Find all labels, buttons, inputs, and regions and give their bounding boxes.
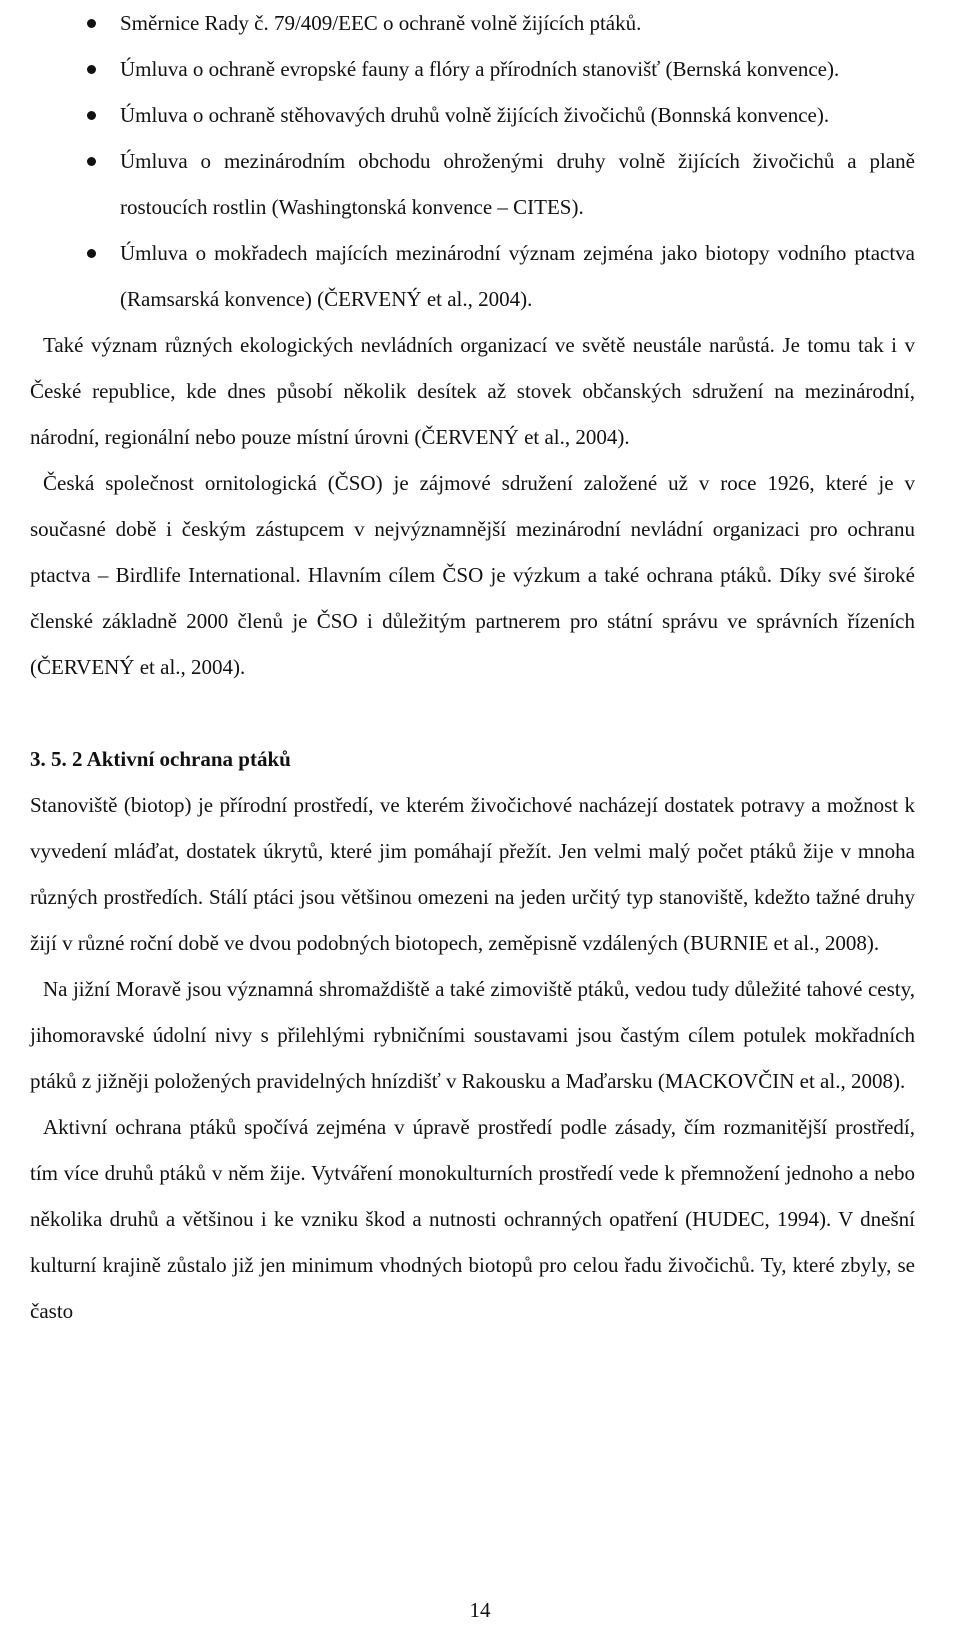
bullet-icon — [87, 249, 96, 258]
list-item: Úmluva o mokřadech majících mezinárodní význam zejména jako biotopy vodního ptactva (Ramsarská konvence) (ČERVENÝ et al., 2004). — [30, 230, 915, 322]
conventions-list — [30, 0, 915, 322]
paragraph-active-protection: Aktivní ochrana ptáků spočívá zejména v úpravě prostředí podle zásady, čím rozmanitější prostředí, tím více druhů ptáků v něm žije. Vytváření monokulturních prostředí vede k přemnožení jednoho a nebo několika druhů a většinou i ke vzniku škod a nutnosti ochranných opatření (HUDEC, 1994). V dnešní kulturní krajině zůstalo již jen minimum vhodných biotopů pro celou řadu živočichů. Ty, které zbyly, se často — [30, 1115, 915, 1323]
bullet-icon — [87, 65, 96, 74]
paragraph-ngo: Také význam různých ekologických nevládních organizací ve světě neustále narůstá. Je tomu tak i v České republice, kde dnes působí několik desítek až stovek občanských sdružení na mezinárodní, národní, regionální nebo pouze místní úrovni (ČERVENÝ et al., 2004). — [30, 333, 915, 449]
document-page — [30, 0, 915, 1334]
paragraph-habitat: Stanoviště (biotop) je přírodní prostředí, ve kterém živočichové nacházejí dostatek potravy a možnost k vyvedení mláďat, dostatek úkrytů, které jim pomáhají přežít. Jen velmi malý počet ptáků žije v mnoha různých prostředích. Stálí ptáci jsou většinou omezeni na jeden určitý typ stanoviště, kdežto tažné druhy žijí v různé roční době ve dvou podobných biotopech, zeměpisně vzdálených (BURNIE et al., 2008). — [30, 793, 915, 955]
page-number: 14 — [469, 1598, 491, 1622]
bullet-icon — [87, 19, 96, 28]
bullet-icon — [87, 111, 96, 120]
section-heading: 3. 5. 2 Aktivní ochrana ptáků — [30, 747, 291, 771]
list-item: Úmluva o ochraně stěhovavých druhů volně žijících živočichů (Bonnská konvence). — [30, 92, 915, 138]
paragraph-moravia: Na jižní Moravě jsou významná shromaždiště a také zimoviště ptáků, vedou tudy důležité tahové cesty, jihomoravské údolní nivy s přilehlými rybničními soustavami jsou častým cílem potulek mokřadních ptáků z jižněji položených pravidelných hnízdišť v Rakousku a Maďarsku (MACKOVČIN et al., 2008). — [30, 977, 915, 1093]
list-item: Úmluva o ochraně evropské fauny a flóry a přírodních stanovišť (Bernská konvence). — [30, 46, 915, 92]
paragraph-cso: Česká společnost ornitologická (ČSO) je zájmové sdružení založené už v roce 1926, které je v současné době i českým zástupcem v nejvýznamnější mezinárodní nevládní organizaci pro ochranu ptactva – Birdlife International. Hlavním cílem ČSO je výzkum a také ochrana ptáků. Díky své široké členské základně 2000 členů je ČSO i důležitým partnerem pro státní správu ve správních řízeních (ČERVENÝ et al., 2004). — [30, 471, 915, 679]
list-item: Směrnice Rady č. 79/409/EEC o ochraně volně žijících ptáků. — [30, 0, 915, 46]
bullet-icon — [87, 157, 96, 166]
list-item: Úmluva o mezinárodním obchodu ohroženými druhy volně žijících živočichů a planě rostoucích rostlin (Washingtonská konvence – CITES). — [30, 138, 915, 230]
